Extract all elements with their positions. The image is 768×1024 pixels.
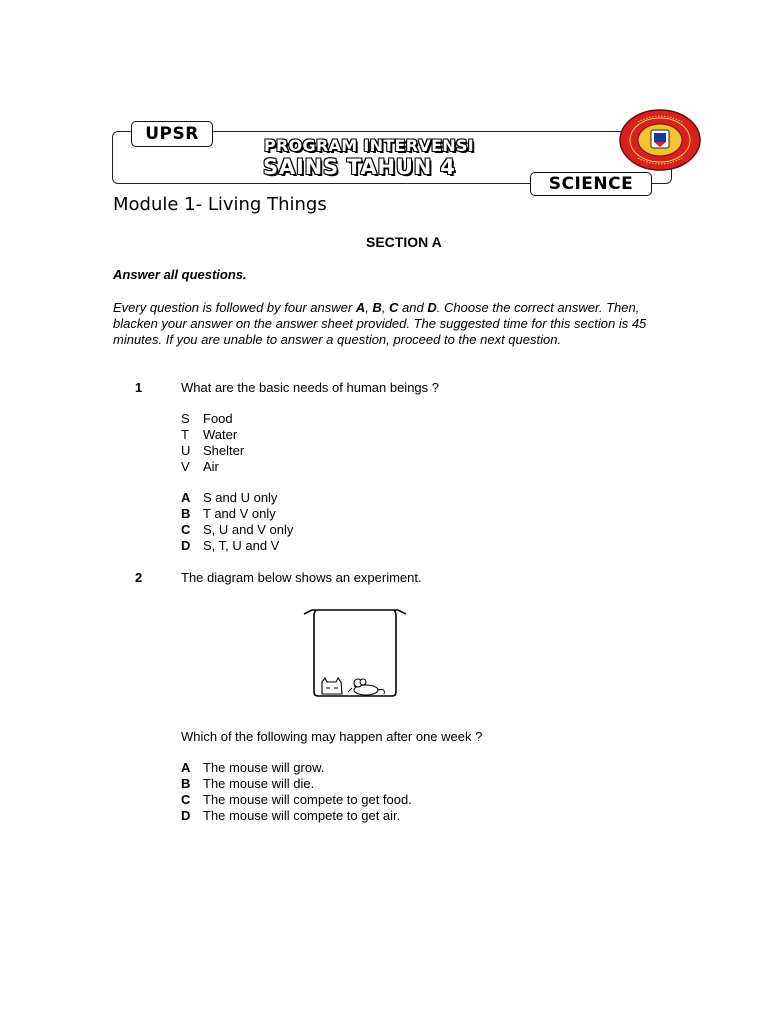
instructions-paragraph: Every question is followed by four answer A, B, C and D. Choose the correct answer. Then, blacken your answer on the answer sheet provided. The suggested time for this section is 45 minutes. If you are unable to answer a question, proceed to the next question. [113,300,647,347]
question-2-text: The diagram below shows an experiment. [181,570,422,585]
question-2-option-a: A The mouse will grow. [181,760,325,775]
question-2-option-c: C The mouse will compete to get food. [181,792,412,807]
section-title: SECTION A [366,234,442,250]
program-subtitle: SAINS TAHUN 4 [263,155,456,179]
upsr-badge: UPSR [131,121,213,147]
school-crest-icon [618,108,702,172]
question-1-option-b: B T and V only [181,506,276,521]
question-2-option-d: D The mouse will compete to get air. [181,808,401,823]
question-1-number: 1 [135,380,143,395]
question-1-option-c: C S, U and V only [181,522,294,537]
question-2-number: 2 [135,570,143,585]
question-1-option-a: A S and U only [181,490,278,505]
science-badge: SCIENCE [530,172,652,196]
question-2-prompt: Which of the following may happen after one week ? [181,729,483,744]
module-title: Module 1- Living Things [113,194,327,215]
beaker-with-cat-and-mouse-icon [300,604,410,700]
question-1-item: T Water [181,427,238,442]
question-1-item: S Food [181,411,233,426]
question-1-text: What are the basic needs of human beings ? [181,380,439,395]
question-1-item: U Shelter [181,443,245,458]
program-title: PROGRAM INTERVENSI [264,136,475,155]
question-2-option-b: B The mouse will die. [181,776,315,791]
question-1-option-d: D S, T, U and V [181,538,280,553]
instructions-heading: Answer all questions. [113,267,247,282]
question-1-item: V Air [181,459,219,474]
